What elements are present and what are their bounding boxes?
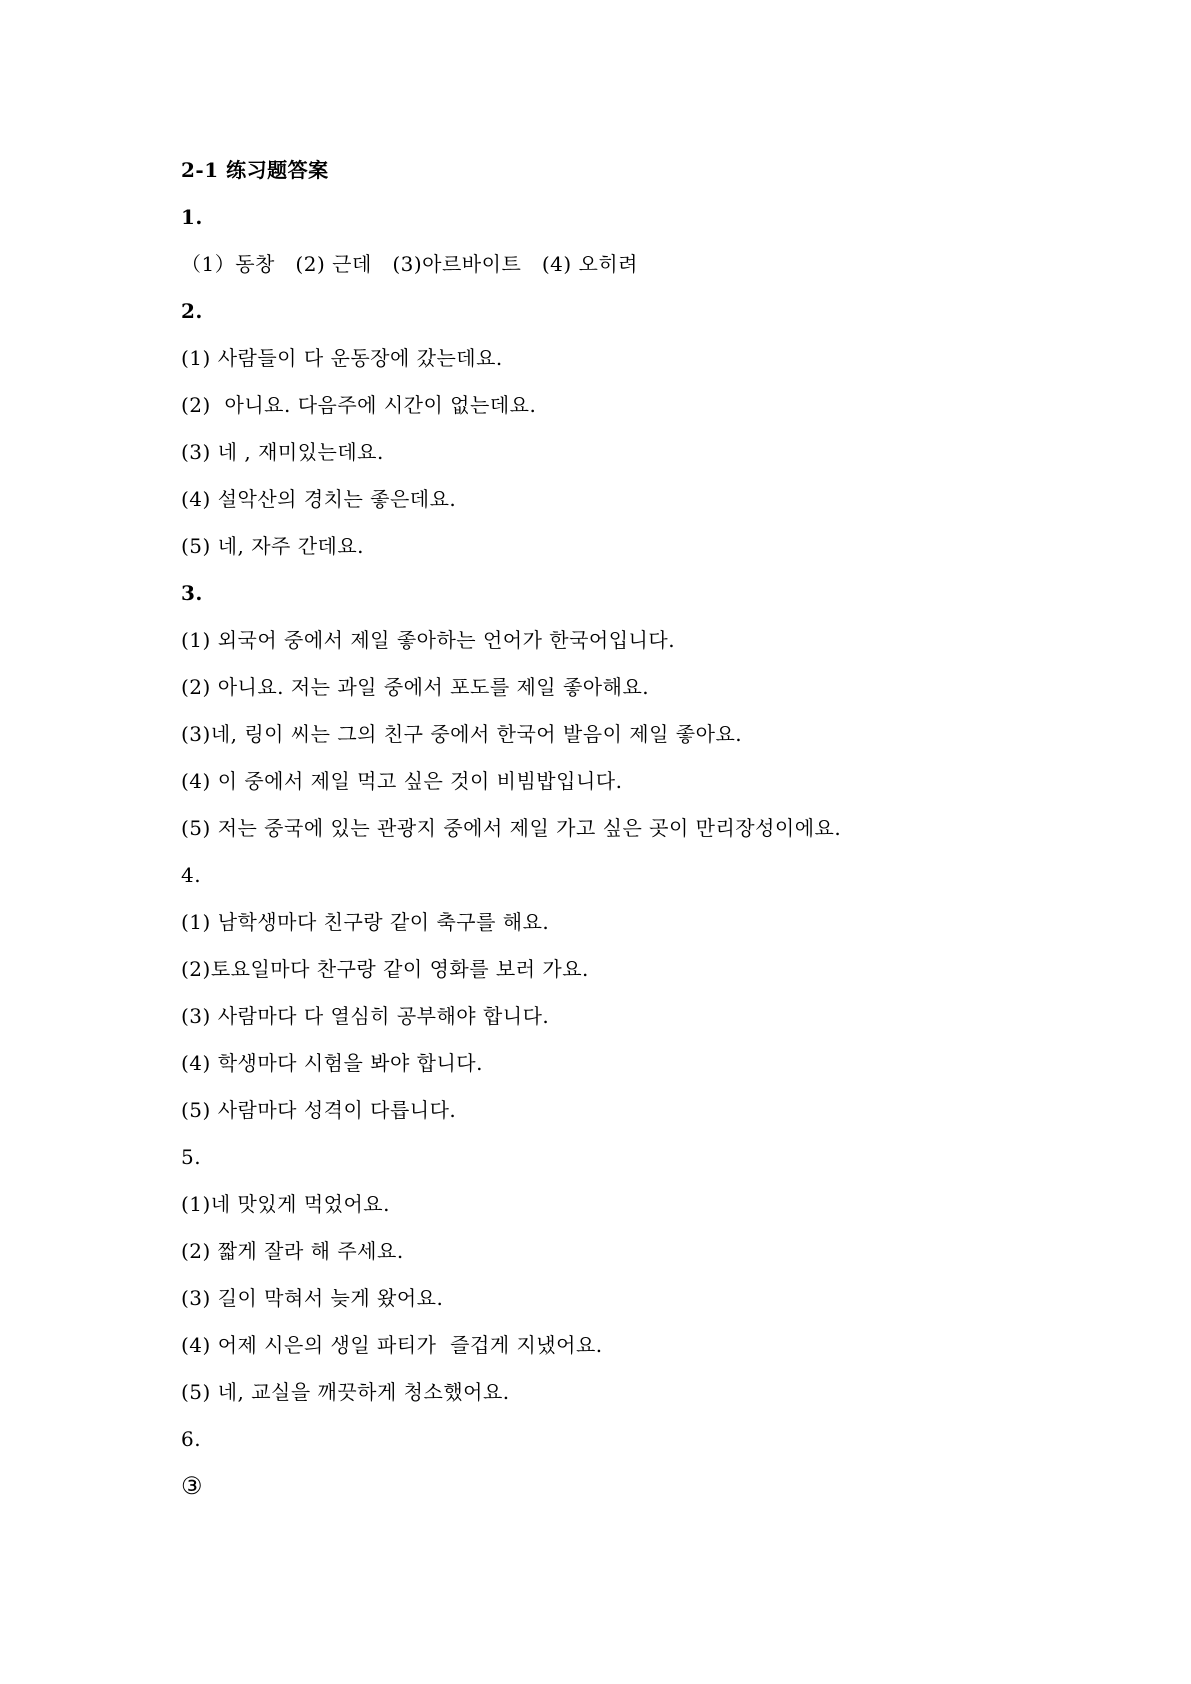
- answer-key-body: [181, 150, 1081, 1513]
- page-title: 2-1 练习题答案: [181, 158, 329, 182]
- section-3-answer-3: (3)네, 링이 씨는 그의 친구 중에서 한국어 발음이 제일 좋아요.: [181, 722, 743, 746]
- section-3-answer-2: (2) 아니요. 저는 과일 중에서 포도를 제일 좋아해요.: [181, 675, 650, 699]
- section-2-answer-5: (5) 네, 자주 간데요.: [181, 534, 365, 558]
- section-1-number: 1.: [181, 205, 203, 229]
- section-4-answer-5: (5) 사람마다 성격이 다릅니다.: [181, 1098, 457, 1122]
- section-5-answer-5: (5) 네, 교실을 깨끗하게 청소했어요.: [181, 1380, 510, 1404]
- section-6-answer: ③: [181, 1472, 204, 1500]
- section-3-answer-1: (1) 외국어 중에서 제일 좋아하는 언어가 한국어입니다.: [181, 628, 676, 652]
- section-3-answer-4: (4) 이 중에서 제일 먹고 싶은 것이 비빔밥입니다.: [181, 769, 623, 793]
- section-5-answer-1: (1)네 맛있게 먹었어요.: [181, 1192, 390, 1216]
- section-3-answer-5: (5) 저는 중국에 있는 관광지 중에서 제일 가고 싶은 곳이 만리장성이에요.: [181, 816, 842, 840]
- section-5-answer-3: (3) 길이 막혀서 늦게 왔어요.: [181, 1286, 444, 1310]
- section-2-answer-4: (4) 설악산의 경치는 좋은데요.: [181, 487, 457, 511]
- section-2-answer-2: (2) 아니요. 다음주에 시간이 없는데요.: [181, 393, 537, 417]
- section-5-answer-4: (4) 어제 시은의 생일 파티가 즐겁게 지냈어요.: [181, 1333, 603, 1357]
- section-4-number: 4.: [181, 863, 202, 887]
- section-5-answer-2: (2) 짧게 잘라 해 주세요.: [181, 1239, 404, 1263]
- section-4-answer-2: (2)토요일마다 찬구랑 같이 영화를 보러 가요.: [181, 957, 589, 981]
- section-6-number: 6.: [181, 1427, 202, 1451]
- section-1-answer: （1）동창 (2) 근데 (3)아르바이트 (4) 오히려: [181, 252, 638, 276]
- section-2-answer-3: (3) 네 , 재미있는데요.: [181, 440, 384, 464]
- section-3-number: 3.: [181, 581, 203, 605]
- section-4-answer-4: (4) 학생마다 시험을 봐야 합니다.: [181, 1051, 483, 1075]
- section-4-answer-3: (3) 사람마다 다 열심히 공부해야 합니다.: [181, 1004, 550, 1028]
- section-2-number: 2.: [181, 299, 203, 323]
- section-4-answer-1: (1) 남학생마다 친구랑 같이 축구를 해요.: [181, 910, 550, 934]
- section-5-number: 5.: [181, 1145, 202, 1169]
- section-2-answer-1: (1) 사람들이 다 운동장에 갔는데요.: [181, 346, 503, 370]
